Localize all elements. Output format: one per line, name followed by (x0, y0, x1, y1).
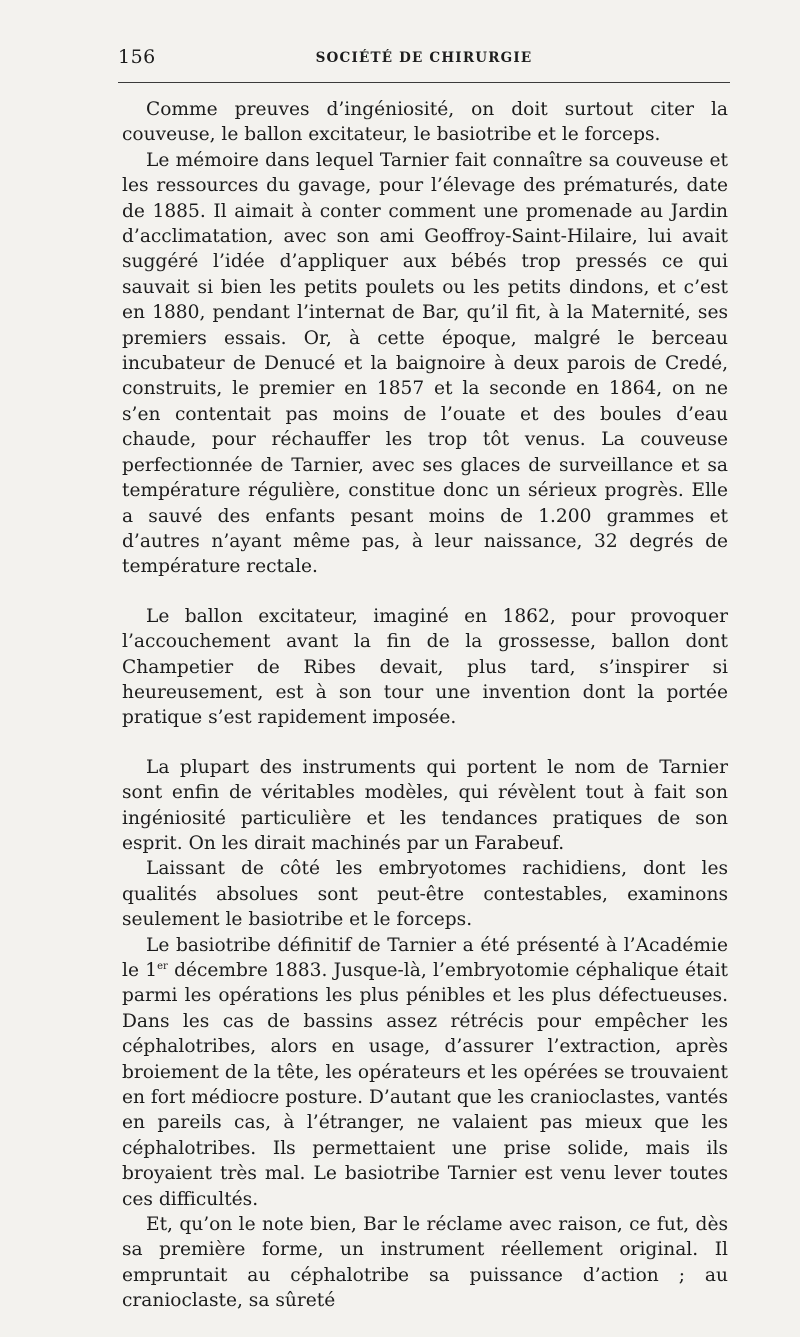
running-title: SOCIÉTÉ DE CHIRURGIE (315, 50, 533, 66)
paragraph: Le mémoire dans lequel Tarnier fait connaître sa couveuse et les ressources du gavage, pour l’élevage des prématurés, date de 1885. Il aimait à conter comment une promenade au Jardin d’acclimatation, avec son ami Geoffroy-Saint-Hilaire, lui avait suggéré l’idée d’appliquer aux bébés trop pressés ce qui sauvait si bien les petits poulets ou les petits dindons, et c’est en 1880, pendant l’internat de Bar, qu’il fit, à la Maternité, ses premiers essais. Or, à cette époque, malgré le berceau incubateur de Denucé et la baignoire à deux parois de Credé, construits, le premier en 1857 et la seconde en 1864, on ne s’en contentait pas moins de l’ouate et des boules d’eau chaude, pour réchauffer les trop tôt venus. La couveuse perfectionnée de Tarnier, avec ses glaces de surveillance et sa température régulière, constitue donc un sérieux progrès. Elle a sauvé des enfants pesant moins de 1.200 grammes et d’autres n’ayant même pas, à leur naissance, 32 degrés de température rectale. (122, 149, 728, 578)
header-rule (118, 82, 730, 83)
page-header (118, 42, 730, 74)
paragraph: La plupart des instruments qui portent le nom de Tarnier sont enfin de véritables modèles, qui révèlent tout à fait son ingéniosité particulière et les tendances pratiques de son esprit. On les dirait machinés par un Farabeuf. (122, 756, 728, 854)
paragraph: Et, qu’on le note bien, Bar le réclame avec raison, ce fut, dès sa première forme, un instrument réellement original. Il empruntait au céphalotribe sa puissance d’action ; au cranioclaste, sa sûreté (122, 1214, 728, 1312)
ordinal-superscript: er (157, 961, 168, 972)
body-text (122, 97, 728, 1314)
paragraph: Comme preuves d’ingéniosité, on doit surtout citer la couveuse, le ballon excitateur, le basiotribe et le forceps. (122, 99, 728, 146)
paragraph: Laissant de côté les embryotomes rachidiens, dont les qualités absolues sont peut-être contestables, examinons seulement le basiotribe et le forceps. (122, 858, 728, 931)
paragraph (122, 933, 728, 1212)
paragraph-text: Le basiotribe définitif de Tarnier a été présenté à l’Académie le 1 (122, 934, 728, 981)
page-number: 156 (118, 46, 156, 68)
paragraph-text: décembre 1883. Jusque-là, l’embryotomie céphalique était parmi les opérations les plus pénibles et les plus défectueuses. Dans les cas de bassins assez rétrécis pour empêcher les céphalotribes, alors en usage, d’assurer l’extraction, après broiement de la tête, les opérateurs et les opérées se trouvaient en fort médiocre posture. D’autant que les cranioclastes, vantés en pareils cas, à l’étranger, ne valaient pas mieux que les céphalotribes. Ils permettaient une prise solide, mais ils broyaient très mal. Le basiotribe Tarnier est venu lever toutes ces difficultés. (122, 960, 728, 1210)
paragraph: Le ballon excitateur, imaginé en 1862, pour provoquer l’accouchement avant la fin de la grossesse, ballon dont Champetier de Ribes devait, plus tard, s’inspirer si heureusement, est à son tour une invention dont la portée pratique s’est rapidement imposée. (122, 605, 728, 729)
